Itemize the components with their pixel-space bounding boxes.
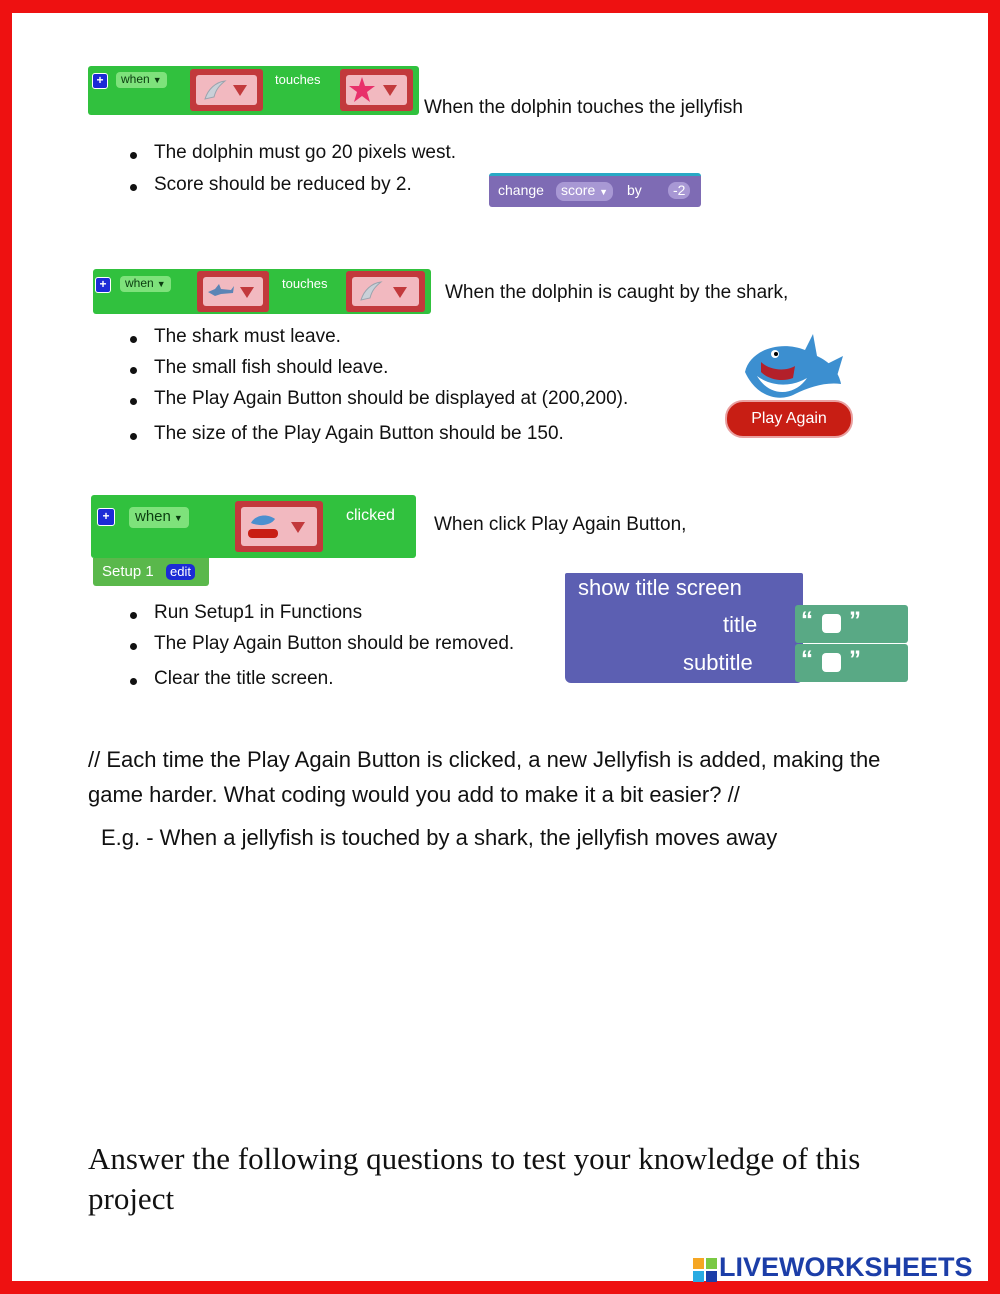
- example-answer: E.g. - When a jellyfish is touched by a shark, the jellyfish moves away: [101, 825, 778, 850]
- dropdown-arrow-icon: ▼: [152, 75, 162, 85]
- subtitle-string-input: [795, 644, 908, 682]
- list-item: Run Setup1 in Functions: [126, 602, 514, 633]
- by-label: by: [627, 182, 642, 198]
- show-title-screen-block: [565, 573, 803, 683]
- dropdown-arrow-icon: ▼: [173, 513, 183, 523]
- when-dropdown: [116, 72, 167, 88]
- touches-label: touches: [275, 72, 321, 87]
- questions-heading: Answer the following questions to test your knowledge of this project: [88, 1141, 861, 1216]
- change-score-block: [489, 173, 701, 207]
- close-quote-icon: ”: [849, 646, 861, 673]
- touches-label: touches: [282, 276, 328, 291]
- title-label: title: [723, 612, 758, 637]
- setup1-function-block: [93, 558, 209, 586]
- play-again-sprite-icon: [245, 511, 281, 541]
- bullet-list-section1: [126, 142, 456, 206]
- when-label: when: [135, 508, 171, 525]
- sprite-slot-dolphin: [190, 69, 263, 111]
- value-input: -2: [668, 182, 690, 199]
- liveworksheets-logo-icon: [693, 1258, 717, 1282]
- score-label: score: [561, 182, 596, 198]
- sprite-slot-play-again: [235, 501, 323, 552]
- list-item: The dolphin must go 20 pixels west.: [126, 142, 456, 174]
- list-item: The Play Again Button should be displayed at (200,200).: [126, 388, 628, 423]
- dolphin-icon: [358, 278, 384, 304]
- when-touches-block-dolphin-jellyfish: [88, 66, 419, 115]
- when-touches-block-shark-dolphin: [93, 269, 431, 314]
- when-dropdown: [120, 276, 171, 292]
- list-item: The size of the Play Again Button should be 150.: [126, 423, 628, 454]
- challenge-paragraph: // Each time the Play Again Button is clicked, a new Jellyfish is added, making the game harder. What coding would you add to make it a bit easier? //: [88, 747, 881, 807]
- caption-section1: When the dolphin touches the jellyfish: [424, 97, 743, 118]
- caption-section2: When the dolphin is caught by the shark,: [445, 282, 789, 303]
- close-quote-icon: ”: [849, 607, 861, 634]
- sprite-slot-jellyfish: [340, 69, 413, 111]
- when-dropdown: [129, 507, 189, 528]
- empty-text-field[interactable]: [822, 614, 841, 633]
- caption-section3: When click Play Again Button,: [434, 514, 687, 535]
- edit-button[interactable]: edit: [166, 564, 195, 580]
- liveworksheets-logo: LIVEWORKSHEETS: [719, 1252, 973, 1282]
- when-label: when: [121, 72, 150, 86]
- list-item: Score should be reduced by 2.: [126, 174, 456, 206]
- bullet-list-section3: [126, 602, 514, 699]
- open-quote-icon: “: [801, 607, 813, 634]
- show-title-screen-label: show title screen: [578, 575, 742, 600]
- open-quote-icon: “: [801, 646, 813, 673]
- dropdown-triangle-icon: [240, 287, 254, 298]
- sprite-slot-dolphin: [346, 271, 425, 312]
- dropdown-arrow-icon: ▼: [156, 279, 166, 289]
- when-label: when: [125, 276, 154, 290]
- subtitle-label: subtitle: [683, 650, 753, 675]
- empty-text-field[interactable]: [822, 653, 841, 672]
- when-clicked-block-play-again: [91, 495, 416, 558]
- sprite-slot-shark: [197, 271, 269, 312]
- setup1-label: Setup 1: [102, 563, 154, 580]
- bullet-list-section2: [126, 326, 628, 454]
- dolphin-icon: [202, 77, 228, 103]
- shark-icon: [207, 283, 235, 299]
- plus-icon: +: [97, 508, 115, 526]
- score-dropdown: [556, 182, 613, 201]
- title-string-input: [795, 605, 908, 643]
- list-item: The Play Again Button should be removed.: [126, 633, 514, 668]
- list-item: The shark must leave.: [126, 326, 628, 357]
- dropdown-triangle-icon: [383, 85, 397, 96]
- plus-icon: +: [95, 277, 111, 293]
- dropdown-triangle-icon: [393, 287, 407, 298]
- list-item: The small fish should leave.: [126, 357, 628, 388]
- play-again-button[interactable]: Play Again: [725, 400, 853, 438]
- plus-icon: +: [92, 73, 108, 89]
- dropdown-arrow-icon: ▼: [599, 187, 609, 197]
- clicked-label: clicked: [346, 507, 395, 524]
- dropdown-triangle-icon: [291, 522, 305, 533]
- change-label: change: [498, 182, 544, 198]
- starfish-icon: [348, 76, 376, 104]
- dropdown-triangle-icon: [233, 85, 247, 96]
- list-item: Clear the title screen.: [126, 668, 514, 699]
